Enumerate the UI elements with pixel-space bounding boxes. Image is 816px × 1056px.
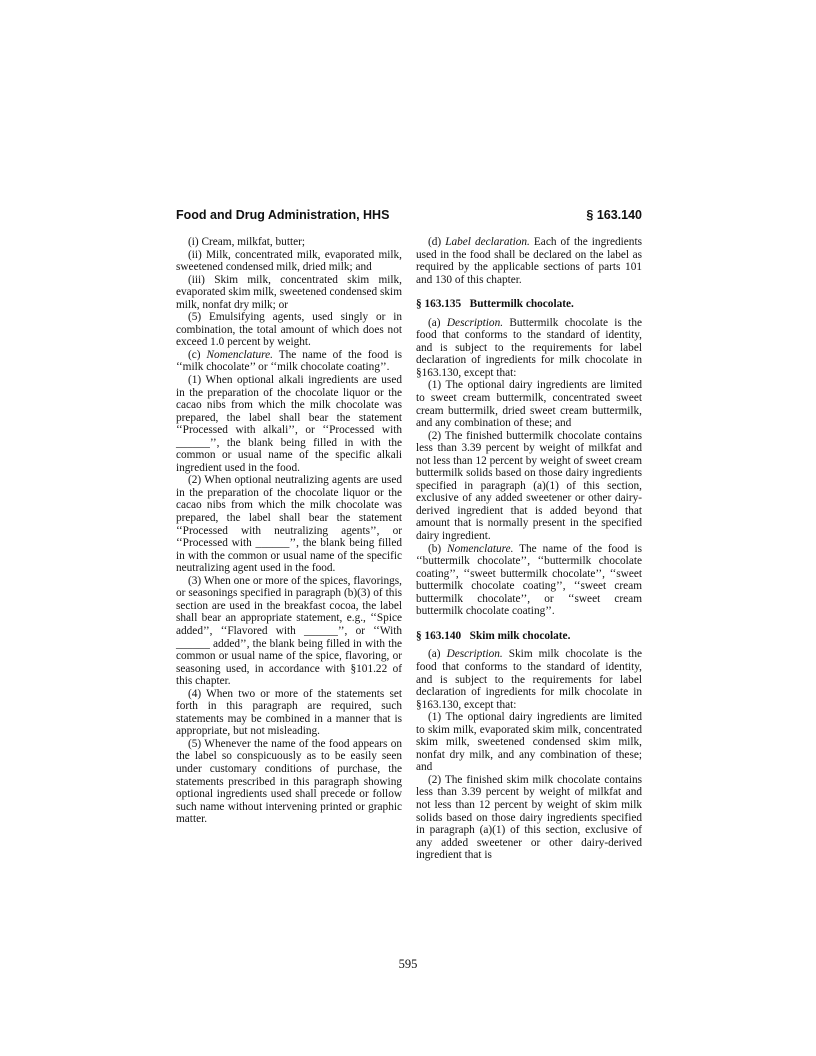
- section-number: § 163.135: [416, 298, 462, 311]
- paragraph: (2) The finished buttermilk chocolate contains less than 3.39 percent by weight of milkfat and not less than 12 percent by weight of sweet cream buttermilk solids based on those dairy ingredients specified in paragraph (a)(1) of this section, exclusive of any added sweetener or other dairy-derived ingredient that is added beyond that amount that is normally present in the specified dairy ingredient.: [416, 429, 642, 543]
- paragraph: (4) When two or more of the statements set forth in this paragraph are required, such statements may be combined in a manner that is appropriate, but not misleading.: [176, 687, 402, 738]
- paragraph-lead: (b): [428, 542, 448, 555]
- section-heading: [416, 630, 642, 643]
- running-header: [176, 208, 642, 226]
- paragraph: (ii) Milk, concentrated milk, evaporated milk, sweetened condensed milk, dried milk; and: [176, 248, 402, 274]
- paragraph-term: Description.: [446, 648, 503, 661]
- paragraph-description: [416, 317, 642, 380]
- paragraph: (1) When optional alkali ingredients are used in the preparation of the chocolate liquor or the cacao nibs from which the milk chocolate was prepared, the label shall bear the statement ‘‘Processed with alkali’’, or ‘‘Processed with ______’’, the blank being filled in with the common or usual name of the specific alkali ingredient used in the food.: [176, 374, 402, 474]
- left-column: [176, 236, 402, 826]
- section-heading: [416, 298, 642, 311]
- paragraph-text: Skim milk chocolate is the food that conforms to the standard of identity, and is subject to the requirements for label declaration of ingredients for milk chocolate in §163.130, except that:: [416, 648, 642, 711]
- paragraph: (5) Whenever the name of the food appears on the label so conspicuously as to be easily seen under customary conditions of purchase, the statements prescribed in this paragraph showing optional ingredients used shall precede or follow such name without intervening printed or graphic matter.: [176, 737, 402, 826]
- section-number: § 163.140: [416, 629, 462, 642]
- paragraph-text: Each of the ingredients used in the food shall be declared on the label as required by the applicable sections of parts 101 and 130 of this chapter.: [416, 236, 642, 286]
- paragraph-text: The name of the food is ‘‘buttermilk chocolate’’, ‘‘buttermilk chocolate coating’’, ‘‘sweet buttermilk chocolate’’, ‘‘sweet buttermilk chocolate coating’’, ‘‘sweet cream buttermilk chocolate’’, or ‘‘sweet cream buttermilk chocolate coating’’.: [416, 542, 642, 618]
- paragraph-term: Label declaration.: [445, 236, 530, 248]
- page-number: 595: [398, 957, 418, 971]
- paragraph: (2) When optional neutralizing agents are used in the preparation of the chocolate liquor or the cacao nibs from which the milk chocolate was prepared, the label shall bear the statement ‘‘Processed with neutralizing agents’’, or ‘‘Processed with ______’’, the blank being filled in with the common or usual name of the specific neutralizing agent used in the food.: [176, 474, 402, 575]
- paragraph: (iii) Skim milk, concentrated skim milk, evaporated skim milk, sweetened condensed skim milk, nonfat dry milk; or: [176, 273, 402, 311]
- agency-header: Food and Drug Administration, HHS: [176, 208, 390, 222]
- paragraph-text: Buttermilk chocolate is the food that conforms to the standard of identity, and is subject to the requirements for label declaration of ingredients for milk chocolate in §163.130, except that:: [416, 316, 642, 379]
- right-column: [416, 236, 642, 862]
- paragraph-lead: (a): [428, 316, 447, 329]
- paragraph-nomenclature: [176, 349, 402, 374]
- paragraph-description: [416, 648, 642, 711]
- paragraph-term: Description.: [446, 316, 504, 329]
- paragraph-lead: (a): [428, 648, 447, 661]
- paragraph: (1) The optional dairy ingredients are limited to sweet cream buttermilk, concentrated sweet cream buttermilk, dried sweet cream buttermilk, and any combination of these; and: [416, 379, 642, 430]
- paragraph: (2) The finished skim milk chocolate contains less than 3.39 percent by weight of milkfat and not less than 12 percent by weight of skim milk solids based on those dairy ingredients specified in paragraph (a)(1) of this section, exclusive of any added sweetener or other dairy-derived ingredient that is: [416, 773, 642, 862]
- paragraph-text: The name of the food is ‘‘milk chocolate’’ or ‘‘milk chocolate coating’’.: [176, 348, 402, 374]
- section-title: Buttermilk chocolate.: [469, 298, 574, 311]
- paragraph: (5) Emulsifying agents, used singly or in combination, the total amount of which does not exceed 1.0 percent by weight.: [176, 311, 402, 349]
- paragraph: (i) Cream, milkfat, butter;: [188, 236, 306, 248]
- paragraph-lead: (d): [428, 236, 446, 248]
- paragraph-term: Nomenclature.: [206, 348, 273, 361]
- paragraph-nomenclature: [416, 543, 642, 618]
- paragraph: (3) When one or more of the spices, flavorings, or seasonings specified in paragraph (b)(3) of this section are used in the breakfast cocoa, the label shall bear an appropriate statement, e.g., ‘‘Spice added’’, ‘‘Flavored with ______’’, or ‘‘With ______ added’’, the blank being filled in with the common or usual name of the spice, flavoring, or seasoning used, in accordance with §101.22 of this chapter.: [176, 574, 402, 688]
- paragraph-label-declaration: [416, 236, 642, 286]
- paragraph-lead: (c): [188, 348, 207, 361]
- paragraph: (1) The optional dairy ingredients are limited to skim milk, evaporated skim milk, concentrated skim milk, sweetened condensed skim milk, nonfat dry milk, and any combination of these; and: [416, 711, 642, 774]
- paragraph-term: Nomenclature.: [447, 542, 514, 555]
- section-header: § 163.140: [586, 208, 642, 222]
- section-title: Skim milk chocolate.: [469, 629, 571, 642]
